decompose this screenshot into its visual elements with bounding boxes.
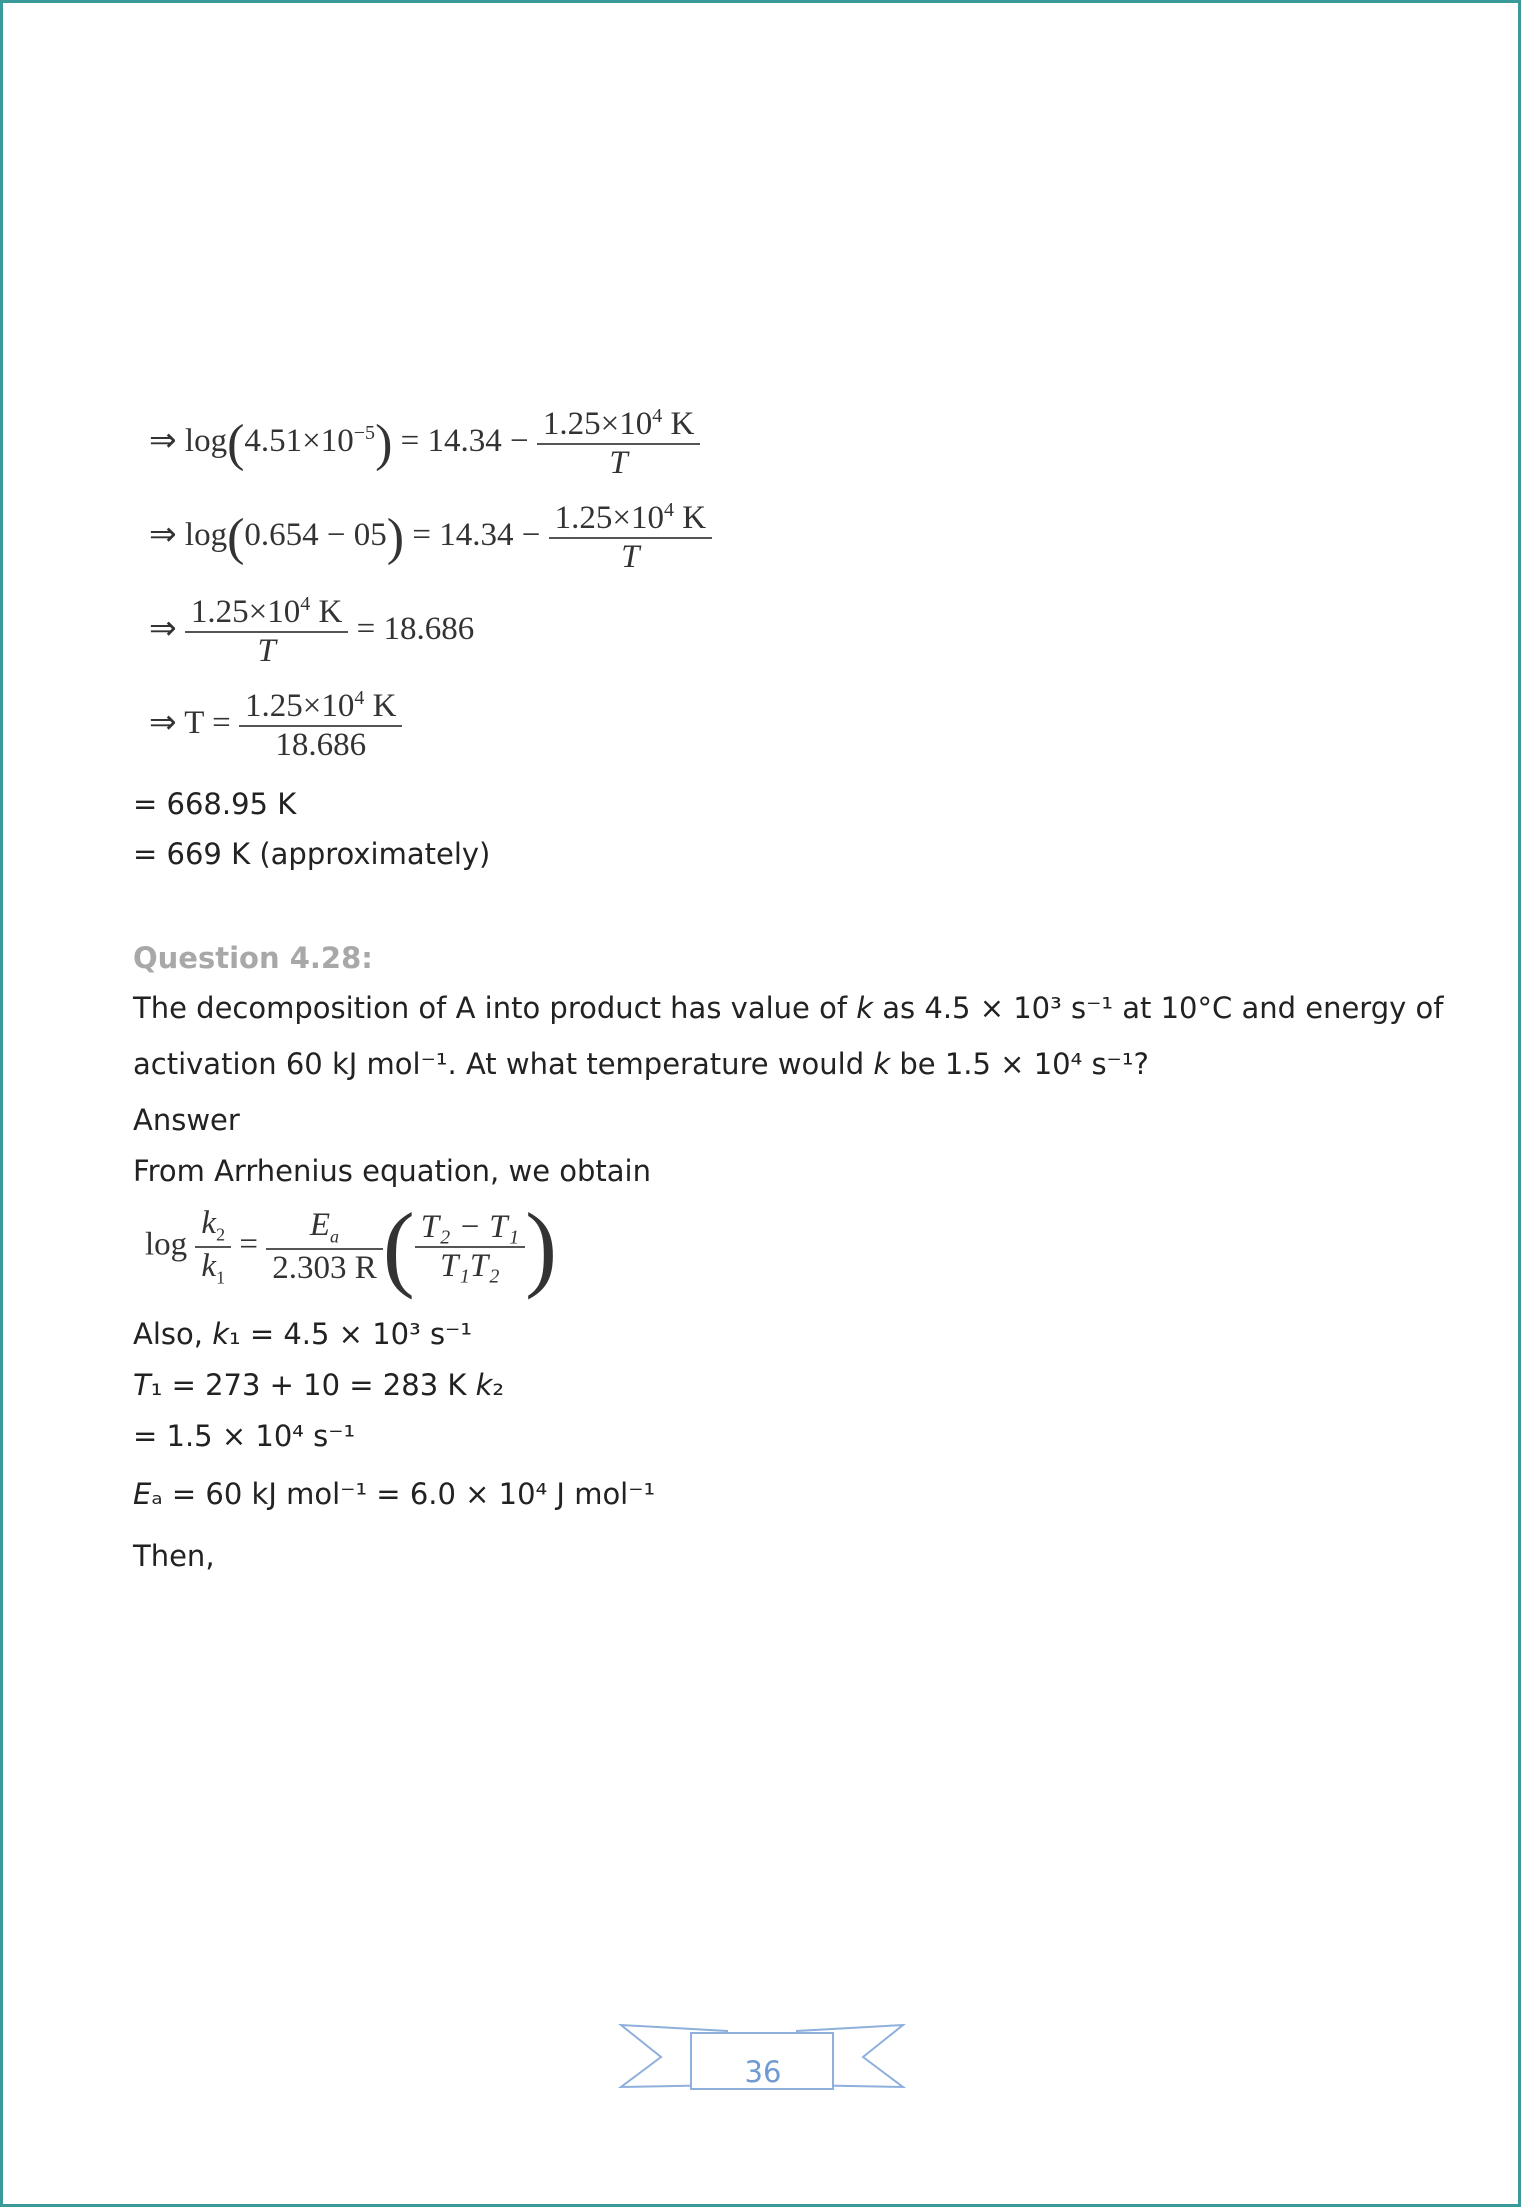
result-line-1: = 668.95 K bbox=[133, 787, 297, 821]
eq1-arg-exp: −5 bbox=[353, 422, 376, 445]
formula-ea-den: 2.303 R bbox=[272, 1249, 377, 1286]
eq1-num: 1.25×10 bbox=[542, 406, 653, 442]
eq1-fraction bbox=[537, 405, 700, 482]
eq2-lhs: ⇒ log bbox=[149, 517, 228, 554]
q2-k: k bbox=[873, 1047, 891, 1081]
eq4-lhs: ⇒ T = bbox=[149, 705, 231, 742]
a1-text-a: Also, bbox=[133, 1317, 213, 1351]
q1-text-b: as 4.5 × 10³ s⁻¹ at 10°C and energy of bbox=[873, 991, 1444, 1025]
answer-intro: From Arrhenius equation, we obtain bbox=[133, 1154, 651, 1188]
eq2-num-unit: K bbox=[673, 500, 707, 536]
eq1-num-exp: 4 bbox=[652, 405, 663, 427]
equation-3 bbox=[149, 593, 474, 670]
formula-k1: k bbox=[201, 1248, 217, 1284]
formula-k2-sub: 2 bbox=[216, 1225, 226, 1245]
q1-k: k bbox=[856, 991, 874, 1025]
answer-label: Answer bbox=[133, 1103, 240, 1137]
equation-2: ⇒ log(0.654 − 05) = 14.34 − $\frac{1.25\times 10^4 K}{T}$ bbox=[149, 499, 712, 576]
eq4-num-unit: K bbox=[364, 688, 397, 724]
formula-k-fraction bbox=[195, 1205, 231, 1288]
a4-text-a: ₐ = 60 kJ mol⁻¹ = 6.0 × 10⁴ J mol⁻¹ bbox=[151, 1477, 656, 1511]
eq1-lhs: ⇒ log bbox=[149, 423, 228, 460]
formula-k2: k bbox=[201, 1205, 217, 1242]
eq3-num-unit: K bbox=[310, 594, 343, 630]
q1-text-a: The decomposition of A into product has value of bbox=[133, 991, 857, 1025]
page-number: 36 bbox=[744, 2055, 782, 2089]
question-title: Question 4.28: bbox=[133, 941, 373, 975]
eq2-den: T bbox=[621, 539, 640, 575]
eq2-num: 1.25×10 bbox=[554, 500, 664, 536]
eq2-num-exp: 4 bbox=[663, 499, 674, 521]
eq1-den: T bbox=[609, 445, 628, 481]
eq4-fraction bbox=[239, 687, 402, 764]
eq2-fraction bbox=[549, 499, 712, 576]
equation-4 bbox=[149, 687, 402, 764]
eq1-eq: = 14.34 − bbox=[400, 423, 529, 460]
a2-text-a: ₁ = 273 + 10 = 283 K bbox=[150, 1368, 476, 1402]
eq3-den: T bbox=[257, 633, 276, 669]
q2-text-a: activation 60 kJ mol⁻¹. At what temperature would bbox=[133, 1047, 874, 1081]
arrhenius-formula: log $\frac{k_2}{k_1}$ = $\frac{E_a}{2.303 R}$ ( $\frac{\text{T₂ − T₁}}{\text{T₁T₂}}$ ) bbox=[145, 1193, 558, 1300]
a2-t: T bbox=[133, 1368, 151, 1402]
answer-line-1 bbox=[133, 1317, 472, 1351]
formula-log: log bbox=[145, 1226, 188, 1263]
a2-k: k bbox=[475, 1368, 493, 1402]
answer-line-2 bbox=[133, 1368, 504, 1402]
a1-text-b: ₁ = 4.5 × 10³ s⁻¹ bbox=[228, 1317, 472, 1351]
answer-line-4 bbox=[133, 1477, 655, 1511]
question-text-line-2 bbox=[133, 1047, 1149, 1081]
formula-ea: E bbox=[309, 1207, 331, 1244]
formula-ea-fraction bbox=[266, 1207, 383, 1287]
formula-t-den: T₁T₂ bbox=[440, 1248, 500, 1284]
formula-ea-sub: a bbox=[330, 1226, 340, 1247]
equation-1: ⇒ $\log(4.51\times 10^{-5}) = 14.34$ − $\frac{1.25\times 10^4 K}{T}$ bbox=[149, 405, 700, 482]
formula-t-num: T₂ − T₁ bbox=[420, 1209, 520, 1245]
formula-k1-sub: 1 bbox=[216, 1267, 226, 1288]
formula-eq: = bbox=[239, 1226, 258, 1263]
eq2-arg: 0.654 − 05 bbox=[244, 517, 387, 554]
a2-text-b: ₂ bbox=[492, 1368, 505, 1402]
eq3-num: 1.25×10 bbox=[190, 594, 301, 630]
eq4-num-exp: 4 bbox=[354, 687, 365, 709]
answer-line-3: = 1.5 × 10⁴ s⁻¹ bbox=[133, 1419, 356, 1453]
question-text-line-1 bbox=[133, 991, 1443, 1025]
eq4-num: 1.25×10 bbox=[244, 688, 355, 724]
a1-k: k bbox=[212, 1317, 229, 1351]
eq4-den: 18.686 bbox=[275, 727, 367, 763]
answer-line-5: Then, bbox=[133, 1539, 215, 1573]
a4-e: E bbox=[133, 1477, 152, 1511]
q2-text-b: be 1.5 × 10⁴ s⁻¹? bbox=[890, 1047, 1149, 1081]
eq3-rhs: = 18.686 bbox=[356, 611, 475, 648]
eq2-eq: = 14.34 − bbox=[412, 517, 541, 554]
result-line-2: = 669 K (approximately) bbox=[133, 837, 491, 871]
formula-t-fraction bbox=[415, 1209, 525, 1285]
eq3-fraction bbox=[185, 593, 348, 670]
eq1-num-unit: K bbox=[662, 406, 695, 442]
eq3-num-exp: 4 bbox=[300, 593, 311, 615]
eq1-arg: 4.51×10 bbox=[244, 423, 354, 460]
eq3-lhs: ⇒ bbox=[149, 611, 177, 648]
